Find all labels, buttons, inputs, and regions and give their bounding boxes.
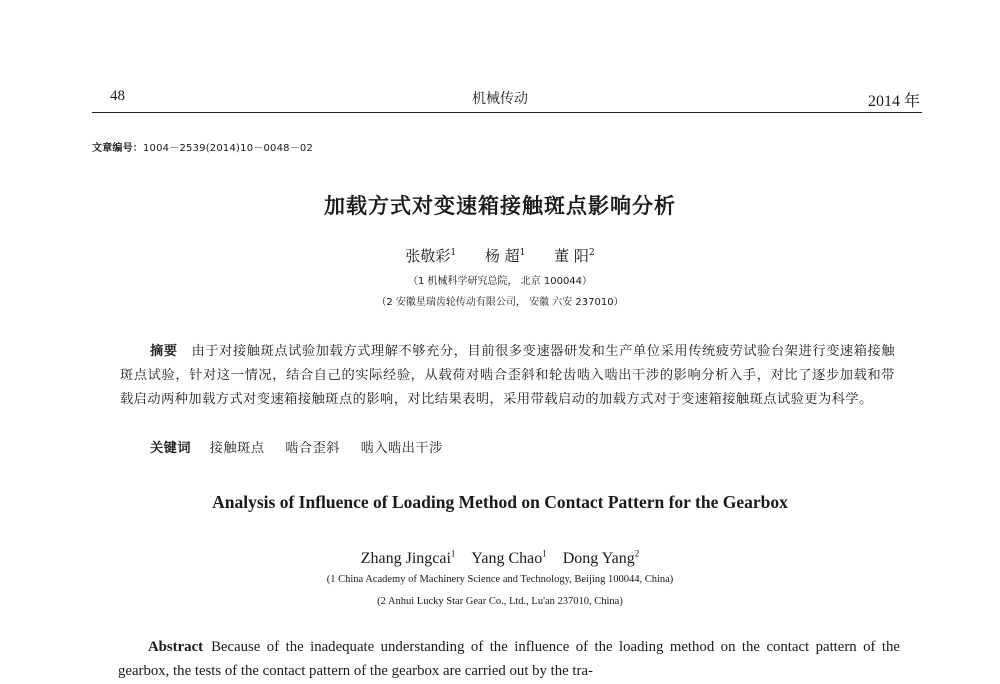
publication-year: 2014 年 xyxy=(867,93,920,110)
abstract-en-text: Because of the inadequate understanding of the influence of the loading method on the contact pattern of the gearbox, the tests of the contact pattern of the gearbox are carried out by the tra- xyxy=(118,639,900,679)
authors-chinese xyxy=(0,245,1000,266)
author-cn-2-sup: 1 xyxy=(519,248,526,258)
author-en-1-name: Zhang Jingcai xyxy=(360,550,451,568)
author-en-2-sup: 1 xyxy=(542,549,547,559)
abstract-cn-text: 由于对接触斑点试验加载方式理解不够充分，目前很多变速器研发和生产单位采用传统疲劳试验台架进行变速箱接触斑点试验，针对这一情况，结合自己的实际经验，从载荷对啮合歪斜和轮齿啮入啮出干涉的影响分析入手，对比了逐步加载和带载启动两种加载方式对变速箱接触斑点的影响，对比结果表明，采用带载启动的加载方式对于变速箱接触斑点试验更为科学。 xyxy=(120,344,896,407)
author-en-3-sup: 2 xyxy=(634,549,640,559)
title-english: Analysis of Influence of Loading Method on Contact Pattern for the Gearbox xyxy=(212,492,788,512)
keyword-cn-1: 接触斑点 xyxy=(209,441,265,456)
author-cn-3-name: 董 阳 xyxy=(554,247,589,265)
header-rule xyxy=(92,112,922,113)
authors-english xyxy=(0,549,1000,568)
page-number: 48 xyxy=(110,88,125,104)
article-number-label: 文章编号： xyxy=(92,143,143,154)
author-en-3 xyxy=(563,550,640,567)
keywords-cn-label: 关键词 xyxy=(150,441,192,456)
affiliation-cn-1: （1 机械科学研究总院， 北京 100044） xyxy=(407,276,593,287)
keyword-cn-3: 啮入啮出干涉 xyxy=(360,441,443,456)
affiliation-cn-2: （2 安徽星瑞齿轮传动有限公司， 安徽 六安 237010） xyxy=(376,297,624,308)
abstract-english xyxy=(118,635,900,683)
author-en-1-sup: 1 xyxy=(450,549,456,559)
author-cn-1-name: 张敬彩 xyxy=(405,247,451,265)
article-number-value: 1004－2539(2014)10－0048－02 xyxy=(143,143,314,154)
author-cn-1-sup: 1 xyxy=(450,248,457,258)
author-cn-2-name: 杨 超 xyxy=(484,247,520,265)
author-en-1 xyxy=(361,550,456,567)
author-cn-2 xyxy=(485,247,526,265)
journal-name: 机械传动 xyxy=(472,91,528,107)
author-cn-3 xyxy=(554,247,595,265)
abstract-cn-label: 摘要 xyxy=(150,344,178,359)
affiliation-en-2: (2 Anhui Lucky Star Gear Co., Ltd., Lu'an 237010, China) xyxy=(377,596,623,607)
affiliation-en-1: (1 China Academy of Machinery Science and Technology, Beijing 100044, China) xyxy=(326,574,674,585)
abstract-en-label: Abstract xyxy=(148,639,204,655)
author-en-2-name: Yang Chao xyxy=(471,550,543,568)
author-en-3-name: Dong Yang xyxy=(562,550,635,568)
title-chinese: 加载方式对变速箱接触斑点影响分析 xyxy=(324,194,676,218)
author-en-2 xyxy=(471,550,546,567)
article-number xyxy=(92,139,313,154)
abstract-chinese xyxy=(120,340,895,412)
keywords-chinese xyxy=(150,437,459,456)
author-cn-1 xyxy=(405,247,456,265)
keyword-cn-2: 啮合歪斜 xyxy=(285,441,340,456)
author-cn-3-sup: 2 xyxy=(588,248,595,258)
